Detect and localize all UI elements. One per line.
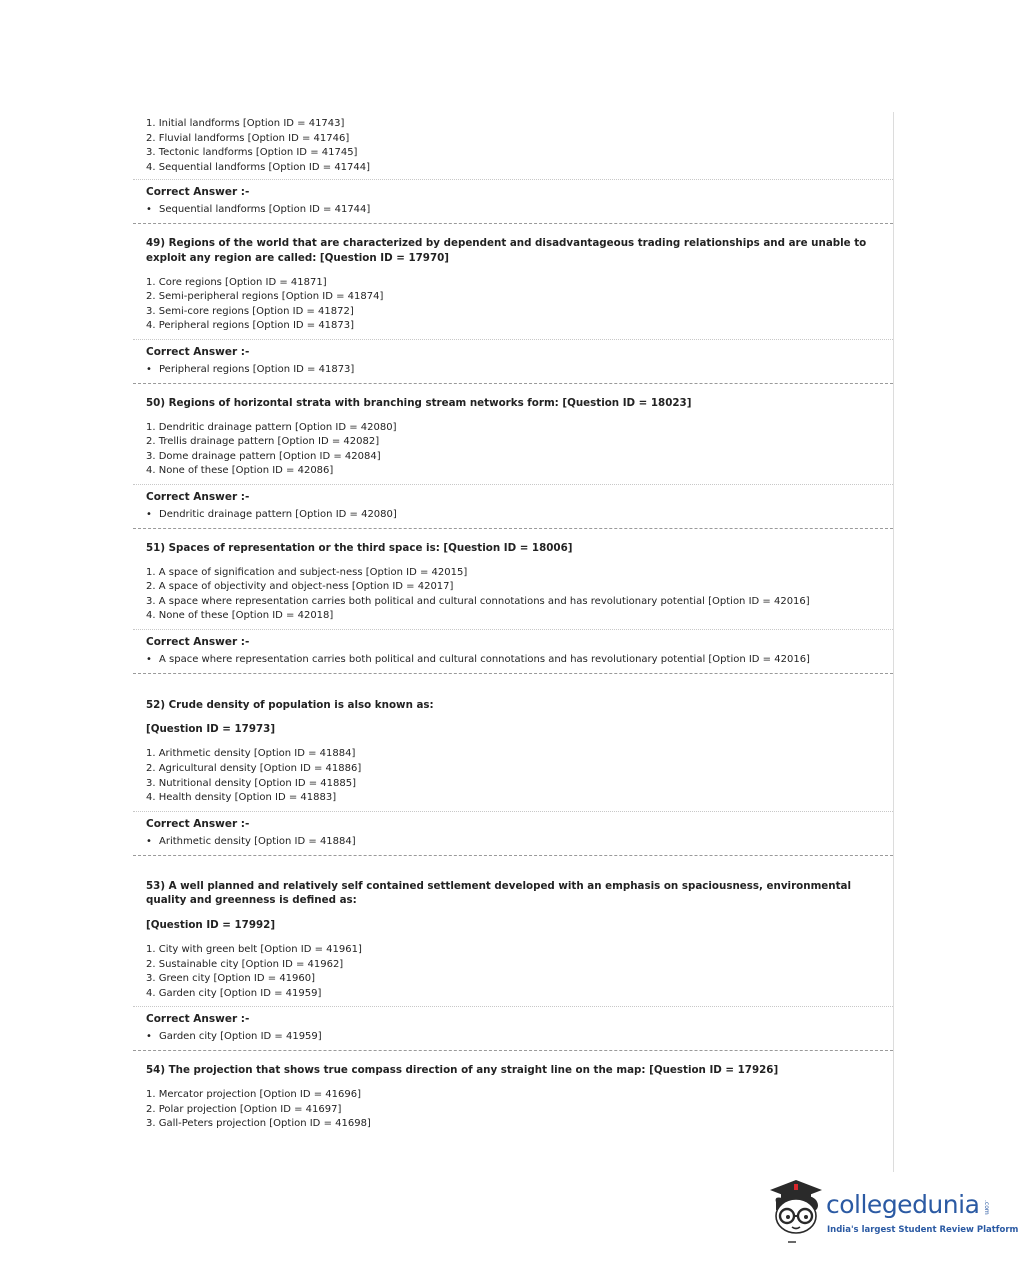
question-text: 51) Spaces of representation or the third space is: [Question ID = 18006] [146,541,573,554]
correct-answer-item [146,202,893,217]
correct-answer-label: Correct Answer :- [146,635,250,648]
correct-answer-item [146,652,893,667]
option-item: 2. Trellis drainage pattern [Option ID = 42082] [146,436,380,448]
correct-answer-text: Peripheral regions [Option ID = 41873] [159,363,355,375]
bullet: • [146,1031,152,1043]
option-item: 1. City with green belt [Option ID = 41961] [146,944,362,956]
logo-domain-suffix: .com [983,1200,990,1215]
correct-answer-label: Correct Answer :- [146,186,250,199]
question-paper-page [133,112,894,1172]
question-51 [133,529,893,673]
question-54 [133,1051,893,1131]
correct-answer-text: Sequential landforms [Option ID = 41744] [159,204,371,216]
logo-tagline: India's largest Student Review Platform [827,1225,1019,1235]
option-item: 2. Semi-peripheral regions [Option ID = 41874] [146,291,384,303]
correct-answer-section [133,339,893,383]
option-item: 3. Nutritional density [Option ID = 41885] [146,777,356,789]
correct-answer-label: Correct Answer :- [146,345,250,358]
correct-answer-section [133,629,893,673]
correct-answer-section [133,1006,893,1050]
options-list [133,1086,893,1132]
correct-answer-section [133,484,893,528]
option-item: 2. Agricultural density [Option ID = 41886] [146,763,362,775]
options-list [133,745,893,805]
question-53 [133,856,893,1051]
options-list [133,274,893,334]
option-item: 4. Peripheral regions [Option ID = 41873] [146,320,355,332]
correct-answer-text: Dendritic drainage pattern [Option ID = 42080] [159,508,397,520]
question-48-continued [133,112,893,223]
bullet: • [146,653,152,665]
correct-answer-text: A space where representation carries both political and cultural connotations and has revolutionary potential [Option ID = 42016] [159,653,810,665]
correct-answer-item [146,362,893,377]
question-50 [133,384,893,528]
question-text: 50) Regions of horizontal strata with branching stream networks form: [Question ID = 18023] [146,396,692,409]
option-item: 4. None of these [Option ID = 42086] [146,465,334,477]
bullet: • [146,204,152,216]
option-item: 2. Fluvial landforms [Option ID = 41746] [146,132,350,144]
question-text: 49) Regions of the world that are characterized by dependent and disadvantageous trading relationships and are unable to exploit any region are called: [Question ID = 17970] [146,237,867,264]
correct-answer-item [146,507,893,522]
option-item: 3. Dome drainage pattern [Option ID = 42084] [146,450,381,462]
option-item: 3. Green city [Option ID = 41960] [146,973,316,985]
option-item: 1. Dendritic drainage pattern [Option ID = 42080] [146,421,397,433]
option-item: 3. Semi-core regions [Option ID = 41872] [146,305,354,317]
correct-answer-label: Correct Answer :- [146,1013,250,1026]
option-item: 3. Tectonic landforms [Option ID = 41745] [146,147,358,159]
options-list [133,941,893,1001]
logo-wordmark: collegedunia [826,1190,980,1219]
bullet: • [146,835,152,847]
options-list [133,115,893,175]
question-id: [Question ID = 17992] [146,919,276,932]
option-item: 1. Core regions [Option ID = 41871] [146,276,327,288]
question-text: 53) A well planned and relatively self contained settlement developed with an emphasis on spaciousness, environmental quality and greenness is defined as: [146,879,852,907]
option-item: 2. A space of objectivity and object-ness [Option ID = 42017] [146,581,454,593]
correct-answer-label: Correct Answer :- [146,490,250,503]
bullet: • [146,508,152,520]
question-52 [133,674,893,855]
collegedunia-logo[interactable] [766,1176,1019,1246]
correct-answer-text: Arithmetic density [Option ID = 41884] [159,835,356,847]
option-item: 1. Mercator projection [Option ID = 41696] [146,1089,362,1100]
correct-answer-section [133,811,893,855]
option-item: 3. Gall-Peters projection [Option ID = 41698] [146,1118,371,1130]
option-item: 4. None of these [Option ID = 42018] [146,610,334,622]
question-id: [Question ID = 17973] [146,723,276,736]
option-item: 1. Arithmetic density [Option ID = 41884] [146,748,356,760]
option-item: 1. Initial landforms [Option ID = 41743] [146,118,345,129]
options-list [133,564,893,624]
correct-answer-label: Correct Answer :- [146,817,250,830]
option-item: 3. A space where representation carries both political and cultural connotations and has revolutionary potential [Option ID = 42016] [146,595,810,607]
options-list [133,419,893,479]
question-49 [133,224,893,383]
option-item: 4. Garden city [Option ID = 41959] [146,987,322,999]
correct-answer-text: Garden city [Option ID = 41959] [159,1031,322,1043]
option-item: 1. A space of signification and subject-ness [Option ID = 42015] [146,566,468,578]
bullet: • [146,363,152,375]
mascot-icon [766,1176,828,1246]
question-text: 54) The projection that shows true compass direction of any straight line on the map: [Question ID = 17926] [146,1064,779,1077]
correct-answer-item [146,1029,893,1044]
option-item: 4. Sequential landforms [Option ID = 41744] [146,161,371,173]
option-item: 4. Health density [Option ID = 41883] [146,792,337,804]
correct-answer-section [133,179,893,223]
question-text: 52) Crude density of population is also known as: [146,698,434,711]
option-item: 2. Sustainable city [Option ID = 41962] [146,958,344,970]
correct-answer-item [146,834,893,849]
option-item: 2. Polar projection [Option ID = 41697] [146,1103,342,1115]
